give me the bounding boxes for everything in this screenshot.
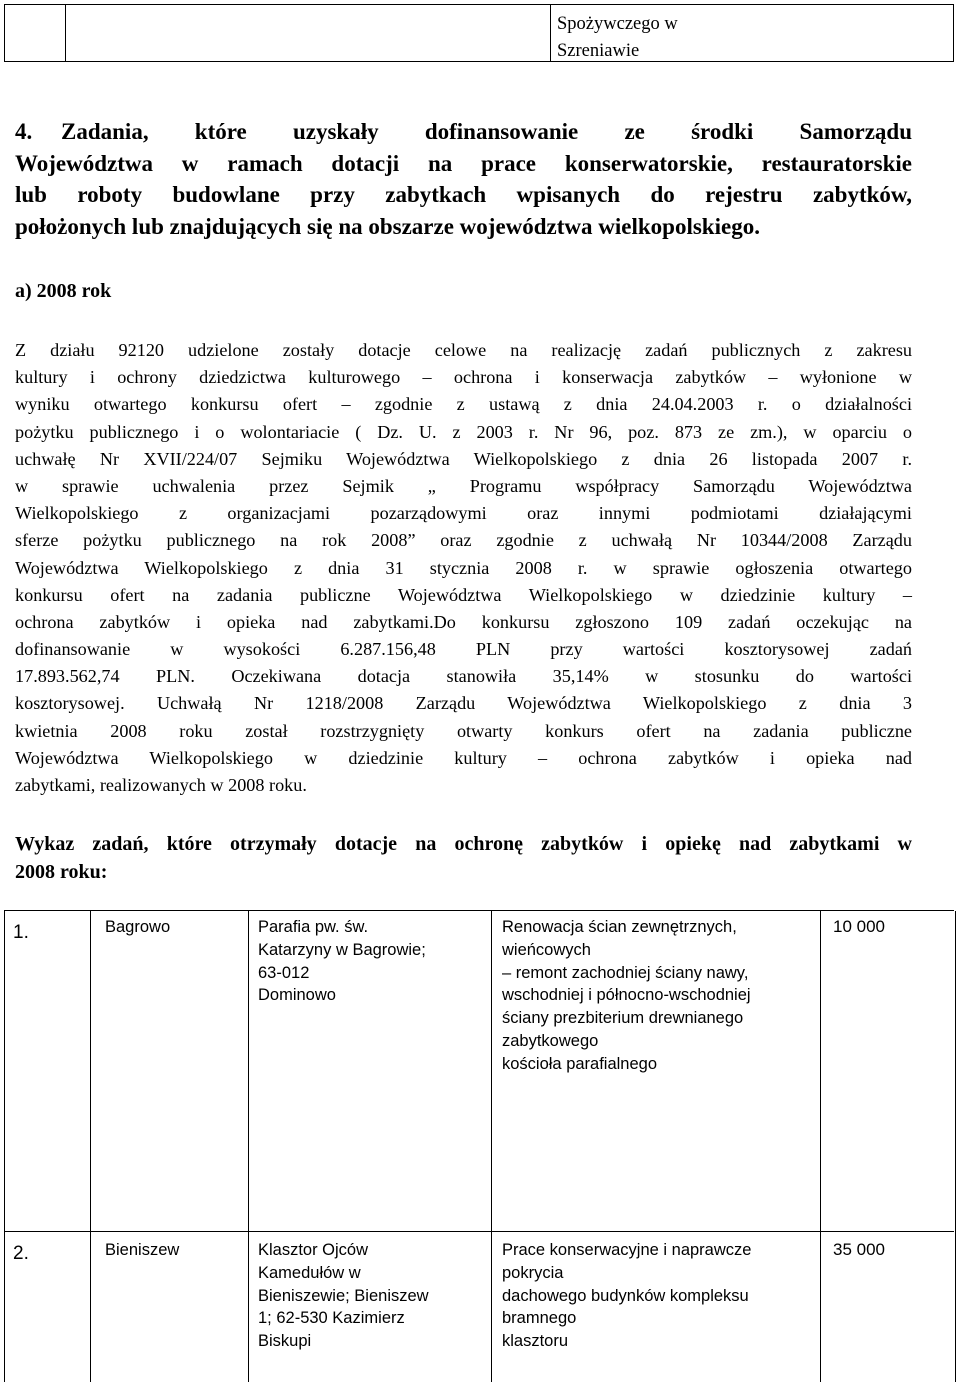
heading-line: lub roboty budowlane przy zabytkach wpisanych do rejestru zabytków,	[15, 182, 912, 207]
cell-task	[491, 1232, 821, 1382]
body-line: Województwa Wielkopolskiego w dziedzinie kultury – ochrona zabytków i opieka nad	[15, 747, 912, 768]
cell-amount	[820, 911, 956, 1232]
cell-no	[4, 1232, 91, 1382]
section-number: 4.	[15, 119, 33, 144]
section-heading	[15, 116, 912, 242]
beneficiary-line: Bieniszewie; Bieniszew	[258, 1286, 429, 1305]
body-line: w sprawie uchwalenia przez Sejmik „ Programu współpracy Samorządu Województwa	[15, 475, 912, 496]
body-line: dofinansowanie w wysokości 6.287.156,48 PLN przy wartości kosztorysowej zadań	[15, 639, 912, 660]
task-line: Prace konserwacyjne i naprawcze	[502, 1241, 752, 1259]
cell-place	[90, 911, 249, 1232]
body-line: pożytku publicznego i o wolontariacie ( Dz. U. z 2003 r. Nr 96, poz. 873 ze zm.), w oparciu o	[15, 421, 912, 442]
cell-amount	[820, 1232, 956, 1382]
amount: 10 000	[833, 917, 885, 936]
beneficiary-line: Parafia pw. św.	[258, 918, 369, 936]
beneficiary-line: Biskupi	[258, 1332, 312, 1351]
task-line: wschodniej i północno-wschodniej	[502, 986, 751, 1005]
cell-place	[90, 1232, 249, 1382]
beneficiary	[258, 916, 426, 1007]
heading-line-1	[15, 116, 912, 148]
heading-line-text: Zadania, które uzyskały dofinansowanie ze środki Samorządu	[61, 119, 912, 144]
task-line: bramnego	[502, 1309, 577, 1328]
heading-line: Województwa w ramach dotacji na prace konserwatorskie, restauratorskie	[15, 150, 912, 176]
beneficiary-line: 1; 62-530 Kazimierz	[258, 1309, 405, 1328]
task-line: – remont zachodniej ściany nawy,	[502, 963, 749, 982]
cell-beneficiary	[248, 911, 492, 1232]
body-line: sferze pożytku publicznego na rok 2008” oraz zgodnie z uchwałą Nr 10344/2008 Zarządu	[15, 530, 912, 551]
body-line: zabytkami, realizowanych w 2008 roku.	[15, 775, 307, 795]
table-divider	[65, 5, 66, 61]
body-line: uchwałę Nr XVII/224/07 Sejmiku Województwa Wielkopolskiego z dnia 26 listopada 2007 r.	[15, 448, 912, 469]
beneficiary	[258, 1239, 429, 1353]
body-line: konkursu ofert na zadania publiczne Województwa Wielkopolskiego w dziedzinie kultury –	[15, 584, 912, 605]
body-line: ochrona zabytków i opieka nad zabytkami.Do konkursu zgłoszono 109 zadań oczekując na	[15, 611, 912, 632]
table-row	[4, 1231, 954, 1382]
top-cell-text	[557, 11, 917, 65]
table-row	[4, 910, 954, 1232]
task-line: ściany prezbiterium drewnianego	[502, 1009, 744, 1028]
top-cell-line: Spożywczego w	[557, 14, 678, 34]
list-title	[15, 830, 912, 886]
place-name: Bieniszew	[105, 1241, 180, 1259]
task-description	[502, 1239, 751, 1353]
body-line: kosztorysowej. Uchwałą Nr 1218/2008 Zarządu Województwa Wielkopolskiego z dnia 3	[15, 693, 912, 714]
cell-task	[491, 911, 821, 1232]
top-table-fragment	[4, 4, 954, 62]
top-cell-line: Szreniawie	[557, 41, 640, 61]
task-line: pokrycia	[502, 1263, 564, 1282]
task-line: kościoła parafialnego	[502, 1054, 658, 1073]
body-paragraph	[15, 337, 912, 799]
body-line: kultury i ochrony dziedzictwa kulturowego – ochrona i konserwacja zabytków – wyłonione w	[15, 367, 912, 388]
body-line: 17.893.562,74 PLN. Oczekiwana dotacja stanowiła 35,14% w stosunku do wartości	[15, 666, 912, 687]
beneficiary-line: Kamedułów w	[258, 1263, 361, 1282]
cell-beneficiary	[248, 1232, 492, 1382]
heading-line: położonych lub znajdujących się na obszarze województwa wielkopolskiego.	[15, 213, 760, 239]
beneficiary-line: Klasztor Ojców	[258, 1241, 369, 1259]
amount: 35 000	[833, 1240, 885, 1259]
task-line: Renowacja ścian zewnętrznych,	[502, 918, 737, 936]
row-number: 2.	[13, 1243, 29, 1264]
body-line: kwietnia 2008 roku został rozstrzygnięty otwarty konkurs ofert na zadania publiczne	[15, 720, 912, 741]
beneficiary-line: Dominowo	[258, 986, 336, 1005]
beneficiary-line: Katarzyny w Bagrowie;	[258, 940, 426, 959]
task-line: dachowego budynków kompleksu	[502, 1286, 749, 1305]
table-divider	[550, 5, 551, 61]
subheading-year: a) 2008 rok	[15, 280, 112, 302]
task-line: zabytkowego	[502, 1031, 599, 1050]
task-line: klasztoru	[502, 1332, 569, 1351]
row-number: 1.	[13, 922, 29, 943]
body-line: Wielkopolskiego z organizacjami pozarządowymi oraz innymi podmiotami działającymi	[15, 503, 912, 524]
task-description	[502, 916, 751, 1076]
task-line: wieńcowych	[502, 940, 591, 959]
body-line: Z działu 92120 udzielone zostały dotacje celowe na realizację zadań publicznych z zakresu	[15, 340, 912, 360]
list-title-line: 2008 roku:	[15, 861, 108, 883]
body-line: wyniku otwartego konkursu ofert – zgodnie z ustawą z dnia 24.04.2003 r. o działalności	[15, 394, 912, 415]
beneficiary-line: 63-012	[258, 963, 310, 982]
body-line: Województwa Wielkopolskiego z dnia 31 stycznia 2008 r. w sprawie ogłoszenia otwartego	[15, 557, 912, 578]
place-name: Bagrowo	[105, 918, 171, 936]
list-title-line: Wykaz zadań, które otrzymały dotacje na ochronę zabytków i opiekę nad zabytkami w	[15, 833, 912, 855]
cell-no	[4, 911, 91, 1232]
